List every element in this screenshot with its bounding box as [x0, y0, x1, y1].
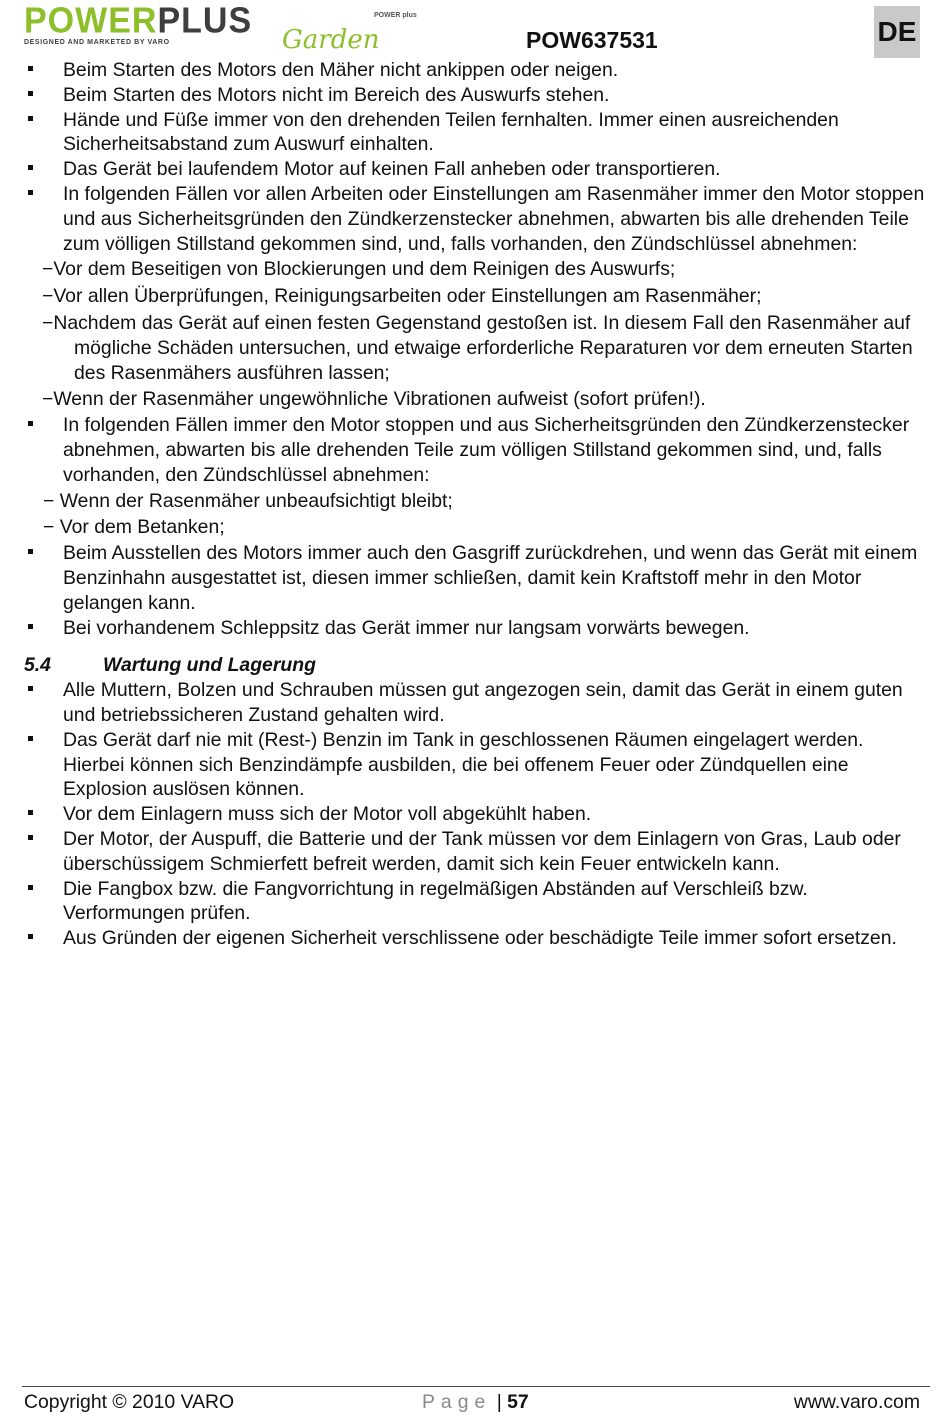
page-footer	[22, 1386, 930, 1417]
logo-wordmark	[24, 3, 252, 39]
list-item: Beim Starten des Motors den Mäher nicht ankippen oder neigen.	[24, 58, 929, 83]
sub-list-item: −Wenn der Rasenmäher ungewöhnliche Vibrationen aufweist (sofort prüfen!).	[42, 388, 706, 411]
list-item: Die Fangbox bzw. die Fangvorrichtung in regelmäßigen Abständen auf Verschleiß bzw. Verformungen prüfen.	[24, 877, 929, 927]
sub-list-item: −Vor allen Überprüfungen, Reinigungsarbeiten oder Einstellungen am Rasenmäher;	[42, 285, 762, 308]
sub-list-item: −Nachdem das Gerät auf einen festen Gegenstand gestoßen ist. In diesem Fall den Rasenmäher auf mögliche Schäden untersuchen, und etwaige erforderliche Reparaturen vor dem erneuten Starten des Rasenmähers ausführen lassen;	[42, 311, 913, 384]
list-item: Das Gerät darf nie mit (Rest-) Benzin im Tank in geschlossenen Räumen eingelagert werden. Hierbei können sich Benzindämpfe ausbilden, die bei offenem Feuer oder Zündquellen eine Explosion auslösen können.	[24, 728, 929, 802]
list-item: Beim Ausstellen des Motors immer auch den Gasgriff zurückdrehen, und wenn das Gerät mit einem Benzinhahn ausgestattet ist, diesen immer schließen, damit kein Kraftstoff mehr in den Motor gelangen kann.	[24, 541, 929, 615]
website-link[interactable]: www.varo.com	[793, 1391, 920, 1413]
page-separator: |	[496, 1391, 502, 1413]
list-item: Aus Gründen der eigenen Sicherheit verschlissene oder beschädigte Teile immer sofort ersetzen.	[24, 926, 929, 951]
list-item: Bei vorhandenem Schleppsitz das Gerät immer nur langsam vorwärts bewegen.	[24, 616, 929, 641]
section-number: 5.4	[24, 654, 51, 677]
footer-row	[22, 1387, 930, 1417]
logo-badge: POWER plus	[374, 12, 417, 19]
logo-power: POWER	[24, 1, 158, 41]
list-item: In folgenden Fällen immer den Motor stoppen und aus Sicherheitsgründen den Zündkerzenstecker abnehmen, abwarten bis alle drehenden Teile zum völligen Stillstand gekommen sind, und, falls vorhanden, den Zündschlüssel abnehmen:	[24, 413, 929, 487]
sub-list-item: − Wenn der Rasenmäher unbeaufsichtigt bleibt;	[43, 489, 453, 512]
list-item: Beim Starten des Motors nicht im Bereich des Auswurfs stehen.	[24, 83, 929, 108]
powerplus-garden-logo	[24, 1, 424, 56]
document-body	[24, 58, 929, 951]
sub-list-item: − Vor dem Betanken;	[43, 516, 225, 539]
logo-tagline: DESIGNED AND MARKETED BY VARO	[24, 39, 170, 46]
list-item: Der Motor, der Auspuff, die Batterie und der Tank müssen vor dem Einlagern von Gras, Laub oder überschüssigem Schmierfett befreit werden, damit sich kein Feuer entwickeln kann.	[24, 827, 929, 877]
page-header	[0, 0, 950, 60]
logo-garden: Garden	[282, 25, 380, 55]
model-number: POW637531	[526, 27, 658, 53]
list-item: Hände und Füße immer von den drehenden Teilen fernhalten. Immer einen ausreichenden Sicherheitsabstand zum Auswurf einhalten.	[24, 108, 929, 158]
sub-list-item: −Vor dem Beseitigen von Blockierungen und dem Reinigen des Auswurfs;	[42, 258, 676, 281]
list-item: Vor dem Einlagern muss sich der Motor voll abgekühlt haben.	[24, 802, 929, 827]
logo-plus: PLUS	[157, 1, 253, 41]
page-indicator	[422, 1391, 529, 1414]
section-title: Wartung und Lagerung	[103, 654, 316, 677]
language-badge: DE	[874, 6, 920, 58]
list-item: In folgenden Fällen vor allen Arbeiten oder Einstellungen am Rasenmäher immer den Motor stoppen und aus Sicherheitsgründen den Zündkerzenstecker abnehmen, abwarten bis alle drehenden Teile zum völligen Stillstand gekommen sind, und, falls vorhanden, den Zündschlüssel abnehmen:	[24, 182, 929, 256]
list-item: Alle Muttern, Bolzen und Schrauben müssen gut angezogen sein, damit das Gerät in einem guten und betriebssicheren Zustand gehalten wird.	[24, 678, 929, 728]
page-label: Page	[422, 1391, 492, 1413]
copyright-text: Copyright © 2010 VARO	[24, 1391, 235, 1413]
page-number: 57	[507, 1391, 529, 1413]
section-heading	[24, 653, 929, 678]
list-item: Das Gerät bei laufendem Motor auf keinen Fall anheben oder transportieren.	[24, 157, 929, 182]
